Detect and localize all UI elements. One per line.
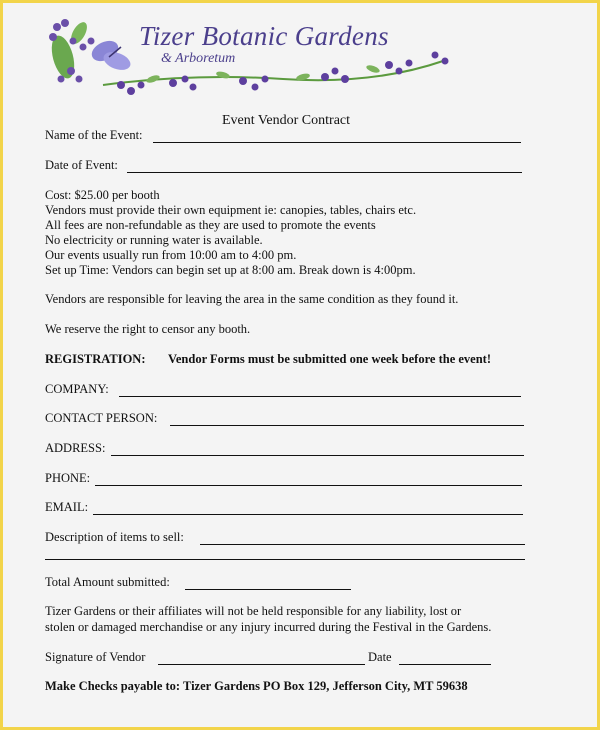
event-date-label: Date of Event: xyxy=(45,158,118,172)
total-field[interactable] xyxy=(185,589,351,590)
event-name-line xyxy=(153,142,521,143)
date-field[interactable] xyxy=(399,664,491,665)
company-label: COMPANY: xyxy=(45,382,109,396)
signature-label: Signature of Vendor xyxy=(45,650,146,664)
logo-subtitle: & Arboretum xyxy=(161,51,236,66)
date-label: Date xyxy=(368,650,392,664)
garden-logo xyxy=(43,13,463,105)
detail-electricity: No electricity or running water is available. xyxy=(45,233,263,247)
registration-note: Vendor Forms must be submitted one week before the event! xyxy=(168,352,492,366)
address-field[interactable] xyxy=(111,455,524,456)
event-name-label: Name of the Event: xyxy=(45,128,143,142)
contact-label: CONTACT PERSON: xyxy=(45,411,158,425)
payable-text: Make Checks payable to: Tizer Gardens PO Box 129, Jefferson City, MT 59638 xyxy=(45,679,468,693)
liability-line-2: stolen or damaged merchandise or any injury incurred during the Festival in the Gardens. xyxy=(45,620,492,634)
email-label: EMAIL: xyxy=(45,500,89,514)
email-field[interactable] xyxy=(93,514,523,515)
signature-field[interactable] xyxy=(158,664,365,665)
phone-label: PHONE: xyxy=(45,471,91,485)
detail-fees: All fees are non-refundable as they are used to promote the events xyxy=(45,218,376,232)
company-field[interactable] xyxy=(119,396,521,397)
liability-line-1: Tizer Gardens or their affiliates will not be held responsible for any liability, lost or xyxy=(45,604,462,618)
detail-hours: Our events usually run from 10:00 am to 4:00 pm. xyxy=(45,248,297,262)
detail-cost: Cost: $25.00 per booth xyxy=(45,188,160,202)
description-label: Description of items to sell: xyxy=(45,530,184,544)
description-field[interactable] xyxy=(200,544,525,545)
detail-setup: Set up Time: Vendors can begin set up at 8:00 am. Break down is 4:00pm. xyxy=(45,263,416,277)
registration-label: REGISTRATION: xyxy=(45,352,146,366)
censor-text: We reserve the right to censor any booth. xyxy=(45,322,251,336)
responsibility-text: Vendors are responsible for leaving the area in the same condition as they found it. xyxy=(45,292,459,306)
phone-field[interactable] xyxy=(95,485,522,486)
contract-page xyxy=(3,3,597,727)
description-field-line-2[interactable] xyxy=(45,559,525,560)
event-date-line xyxy=(127,172,522,173)
address-label: ADDRESS: xyxy=(45,441,106,455)
total-label: Total Amount submitted: xyxy=(45,575,170,589)
contact-field[interactable] xyxy=(170,425,524,426)
detail-equipment: Vendors must provide their own equipment ie: canopies, tables, chairs etc. xyxy=(45,203,417,217)
document-title: Event Vendor Contract xyxy=(221,113,351,128)
logo-title: Tizer Botanic Gardens xyxy=(139,21,389,51)
